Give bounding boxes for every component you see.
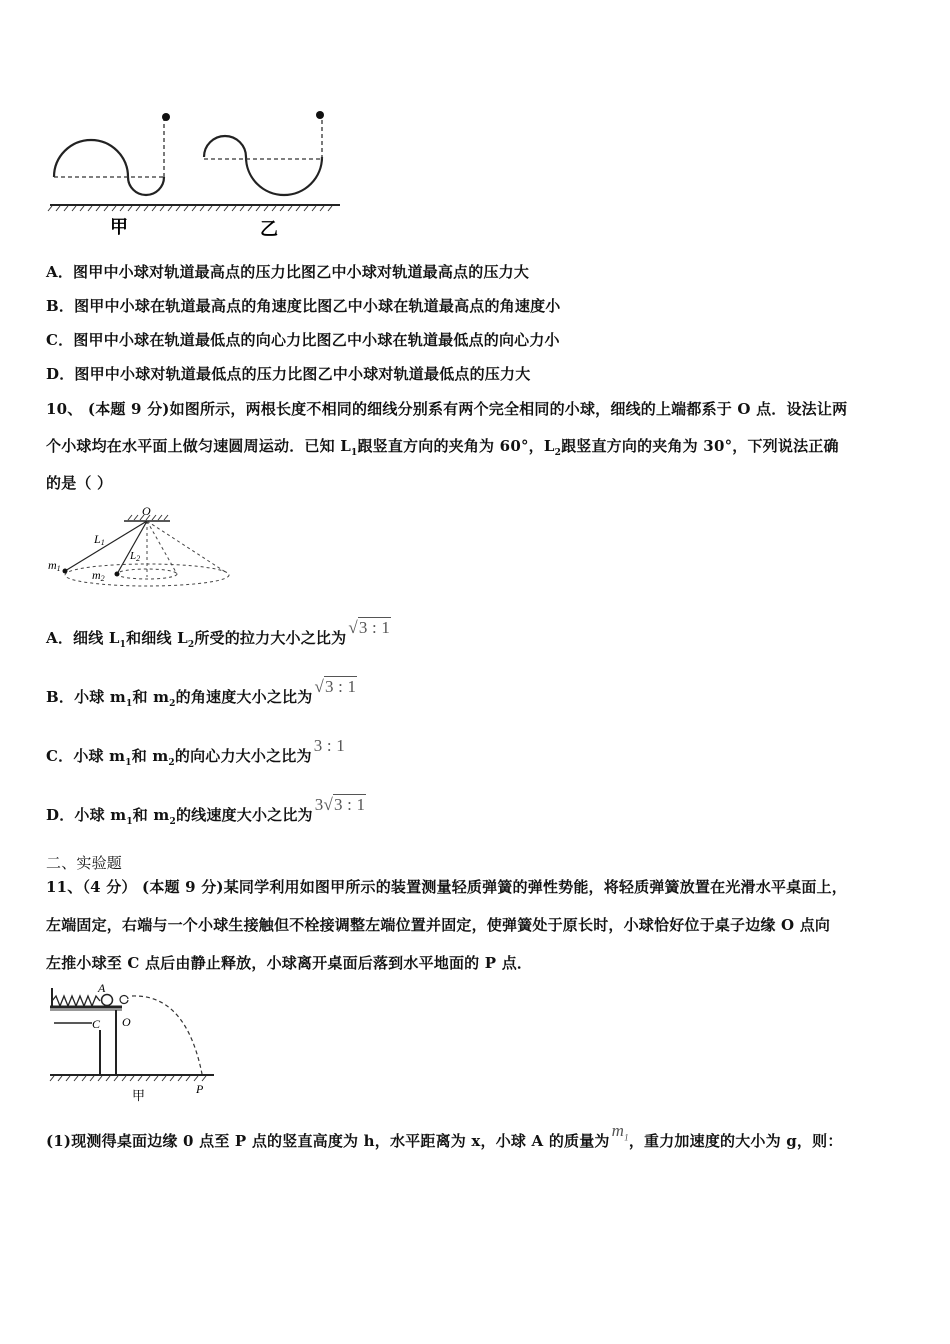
q10-option-b: B．小球 $m_1$和 $m_2$的角速度大小之比为√3 : 1 <box>46 677 357 709</box>
label-jia2: 甲 <box>132 1088 146 1103</box>
label-L1: L1 <box>94 532 105 547</box>
label-jia: 甲 <box>110 217 128 237</box>
label-O2: O <box>122 1015 131 1029</box>
q10-line-3: 的是（ ） <box>46 474 113 492</box>
q11-line-2: 左端固定，右端与一个小球生接触但不栓接调整左端位置并固定，使弹簧处于原长时，小球恰好位于桌子边缘 O 点向 <box>46 916 831 934</box>
q9-option-b: B．图甲中小球在轨道最高点的角速度比图乙中小球在轨道最高点的角速度小 <box>46 297 561 315</box>
q10-line-2: 个小球均在水平面上做匀速圆周运动．已知 $L_1$跟竖直方向的夹角为 60°，$L_2$跟竖直方向的夹角为 30°，下列说法正确 <box>46 437 839 458</box>
q9-option-a: A．图甲中小球对轨道最高点的压力比图乙中小球对轨道最高点的压力大 <box>46 263 530 281</box>
math-ratio-b: √3 : 1 <box>314 677 357 696</box>
label-O: O <box>142 504 151 518</box>
q11-line-1: 11、（4 分） (本题 9 分)某同学利用如图甲所示的装置测量轻质弹簧的弹性势能，将轻质弹簧放置在光滑水平桌面上， <box>46 878 847 896</box>
label-m2: m2 <box>92 568 105 583</box>
math-m1: $m_1$ <box>611 1121 629 1143</box>
math-ratio-d: 3√3 : 1 <box>314 795 366 814</box>
q11-sub1: (1)现测得桌面边缘 0 点至 P 点的竖直高度为 h，水平距离为 x，小球 A 的质量为$m_1$，重力加速度的大小为 g，则： <box>46 1121 843 1150</box>
q9-option-c: C．图甲中小球在轨道最低点的向心力比图乙中小球在轨道最低点的向心力小 <box>46 331 560 349</box>
q10-line-1: 10、 (本题 9 分)如图所示，两根长度不相同的细线分别系有两个完全相同的小球，细线的上端都系于 O 点．设法让两 <box>46 400 848 418</box>
q10-option-a: A．细线 $L_1$和细线 $L_2$所受的拉力大小之比为√3 : 1 <box>46 618 391 650</box>
label-m1: m1 <box>48 558 61 573</box>
label-P: P <box>196 1082 204 1096</box>
figure-conical-pendulum <box>46 503 236 595</box>
figure-tracks <box>46 105 346 243</box>
math-ratio-a: √3 : 1 <box>348 618 391 637</box>
figure-spring-table <box>46 982 218 1106</box>
label-A: A <box>98 982 106 995</box>
section-heading: 二、实验题 <box>46 854 123 872</box>
math-ratio-c: 3 : 1 <box>313 736 345 755</box>
q11-line-3: 左推小球至 C 点后由静止释放，小球离开桌面后落到水平地面的 P 点． <box>46 954 533 972</box>
q9-option-d: D．图甲中小球对轨道最低点的压力比图乙中小球对轨道最低点的压力大 <box>46 365 531 383</box>
q10-option-c: C．小球 $m_1$和 $m_2$的向心力大小之比为3 : 1 <box>46 736 345 768</box>
q10-option-d: D．小球 $m_1$和 $m_2$的线速度大小之比为3√3 : 1 <box>46 795 366 827</box>
label-yi: 乙 <box>260 219 278 239</box>
label-C: C <box>92 1017 101 1031</box>
label-L2: L2 <box>130 550 141 563</box>
